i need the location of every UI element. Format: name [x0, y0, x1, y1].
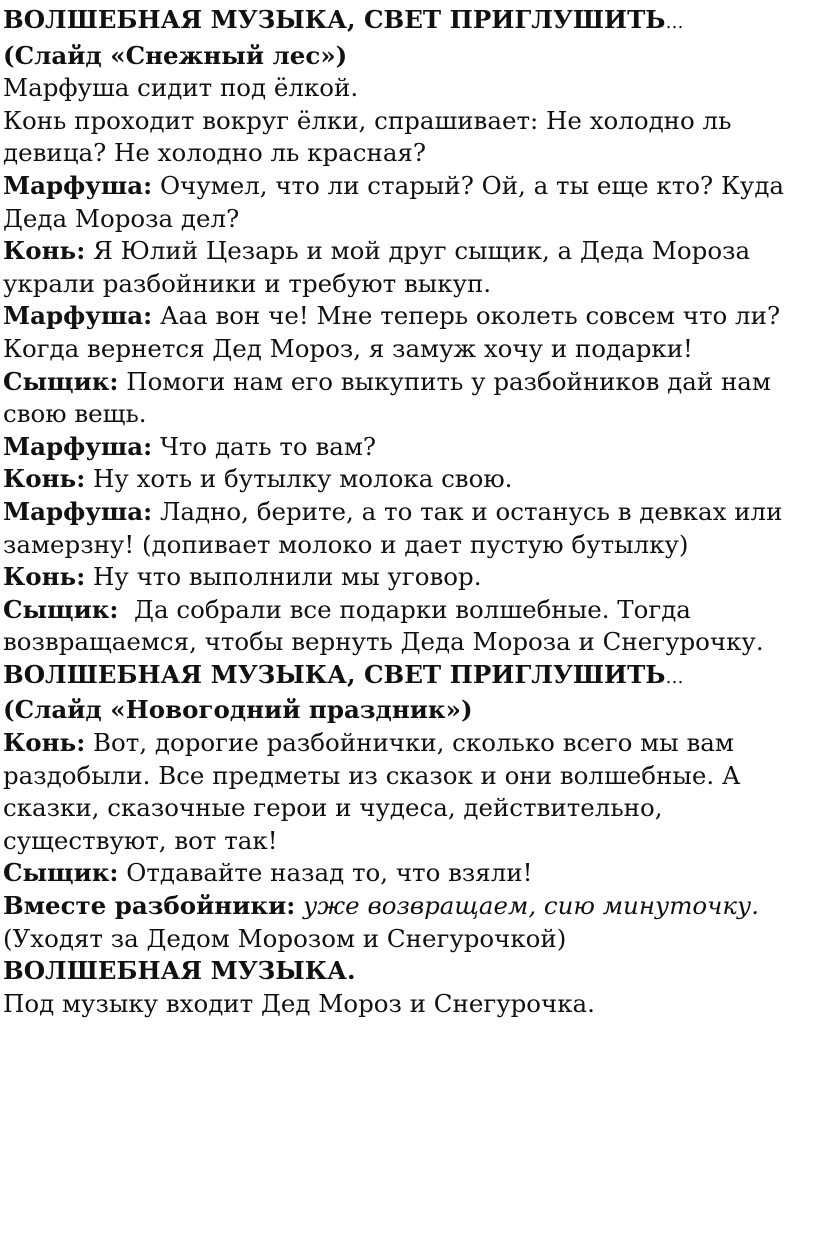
dialogue-text: Ну хоть и бутылку молока свою.	[85, 464, 513, 494]
speaker-name: Вместе разбойники:	[3, 891, 296, 921]
dialogue-line	[3, 170, 813, 235]
narration-line: Марфуша сидит под ёлкой.	[3, 73, 359, 103]
speaker-name: Сыщик:	[3, 366, 119, 396]
stage-heading	[3, 4, 813, 40]
speaker-name: Марфуша:	[3, 301, 153, 331]
dialogue-line	[3, 235, 813, 300]
dialogue-line	[3, 496, 813, 561]
dialogue-line	[3, 727, 813, 857]
stage-heading-ellipsis: …	[665, 666, 684, 688]
dialogue-text: Что дать то вам?	[152, 431, 377, 461]
dialogue-text: Отдавайте назад то, что взяли!	[118, 858, 533, 888]
dialogue-line	[3, 594, 813, 659]
dialogue-line	[3, 857, 813, 890]
slide-label: (Слайд «Новогодний праздник»)	[3, 695, 473, 725]
dialogue-text: Очумел, что ли старый? Ой, а ты еще кто? Куда Деда Мороза дел?	[3, 170, 792, 233]
stage-heading-ellipsis: …	[665, 12, 684, 33]
narration-line: Под музыку входит Дед Мороз и Снегурочка.	[3, 988, 595, 1018]
dialogue-line	[3, 431, 813, 464]
script-page	[3, 4, 813, 1020]
speaker-name: Марфуша:	[3, 496, 153, 526]
speaker-name: Марфуша:	[3, 170, 153, 200]
dialogue-text: Ладно, берите, а то так и останусь в девках или замерзну! (допивает молоко и дает пустую бутылку)	[3, 496, 791, 559]
narration-line: Конь проходит вокруг ёлки, спрашивает: Не холодно ль девица? Не холодно ль красная?	[3, 105, 740, 168]
stage-heading	[3, 659, 813, 695]
dialogue-text: Ааа вон че! Мне теперь околеть совсем что ли? Когда вернется Дед Мороз, я замуж хочу и подарки!	[3, 301, 788, 363]
speaker-name: Конь:	[3, 464, 86, 494]
dialogue-line	[3, 463, 813, 496]
speaker-name: Сыщик:	[3, 594, 119, 624]
speaker-name: Марфуша:	[3, 431, 153, 461]
speaker-name: Конь:	[3, 236, 86, 266]
stage-heading-text: ВОЛШЕБНАЯ МУЗЫКА, СВЕТ ПРИГЛУШИТЬ	[3, 5, 666, 34]
dialogue-line	[3, 561, 813, 594]
speaker-name: Сыщик:	[3, 858, 119, 888]
dialogue-line	[3, 366, 813, 431]
stage-direction: (Уходят за Дедом Морозом и Снегурочкой)	[3, 923, 567, 953]
dialogue-text: Вот, дорогие разбойнички, сколько всего мы вам раздобыли. Все предметы из сказок и они волшебные. А сказки, сказочные герои и чудеса, действительно, существуют, вот так!	[3, 728, 749, 855]
dialogue-text: Да собрали все подарки волшебные. Тогда возвращаемся, чтобы вернуть Деда Мороза и Снегурочку.	[3, 594, 764, 657]
dialogue-text: Ну что выполнили мы уговор.	[85, 562, 482, 592]
dialogue-text: Я Юлий Цезарь и мой друг сыщик, а Деда Мороза украли разбойники и требуют выкуп.	[3, 236, 758, 298]
dialogue-text: уже возвращаем, сию минуточку.	[295, 891, 760, 921]
speaker-name: Конь:	[3, 728, 86, 758]
dialogue-line	[3, 300, 813, 365]
stage-heading: ВОЛШЕБНАЯ МУЗЫКА.	[3, 956, 356, 986]
speaker-name: Конь:	[3, 562, 86, 592]
dialogue-line	[3, 890, 813, 923]
stage-heading-text: ВОЛШЕБНАЯ МУЗЫКА, СВЕТ ПРИГЛУШИТЬ	[3, 659, 666, 689]
dialogue-text: Помоги нам его выкупить у разбойников дай нам свою вещь.	[3, 366, 779, 429]
slide-label: (Слайд «Снежный лес»)	[3, 40, 348, 70]
